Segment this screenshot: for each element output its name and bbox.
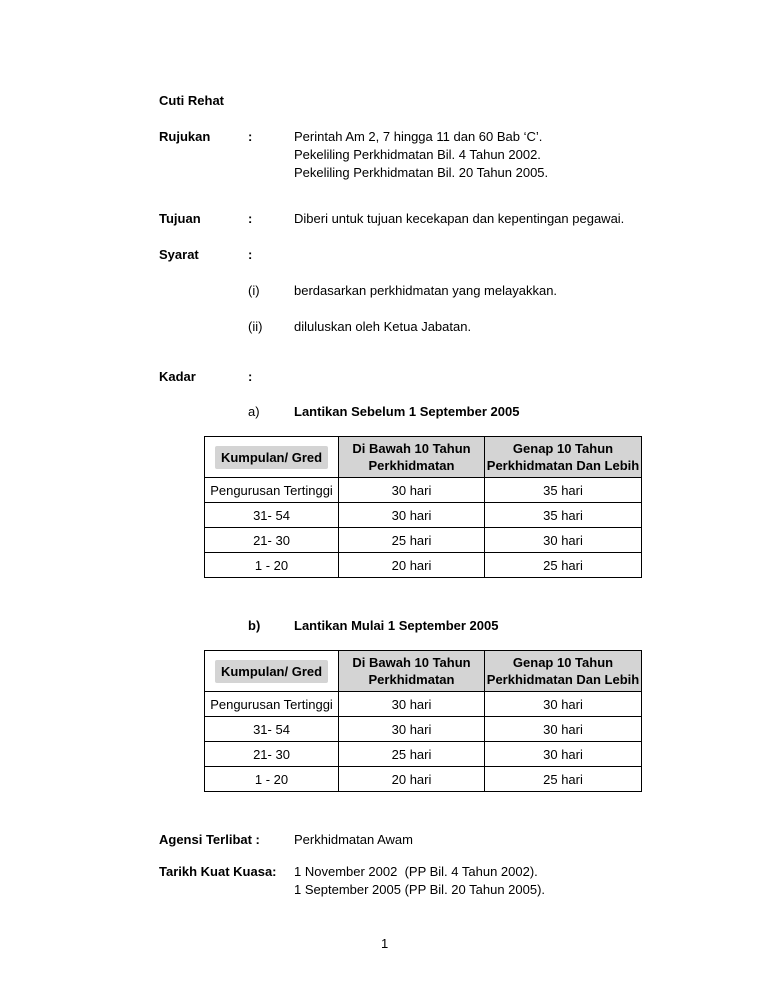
cell-10-plus: 25 hari xyxy=(485,553,642,578)
cell-10-plus: 30 hari xyxy=(485,528,642,553)
kadar-label: Kadar xyxy=(159,369,196,384)
syarat-item-number: (ii) xyxy=(248,319,263,334)
rujukan-line: Pekeliling Perkhidmatan Bil. 20 Tahun 2005. xyxy=(294,165,549,180)
header-line: Perkhidmatan Dan Lebih xyxy=(486,672,640,687)
header-kumpulan-gred-label: Kumpulan/ Gred xyxy=(215,446,328,469)
cell-10-plus: 35 hari xyxy=(485,478,642,503)
cell-gred: 1 - 20 xyxy=(205,767,339,792)
syarat-label: Syarat xyxy=(159,247,199,262)
tujuan-label: Tujuan xyxy=(159,211,201,226)
table-row xyxy=(205,717,642,742)
cell-below-10: 30 hari xyxy=(339,717,485,742)
tarikh-label: Tarikh Kuat Kuasa: xyxy=(159,864,277,879)
header-10-years-plus xyxy=(485,437,642,478)
rujukan-references xyxy=(294,128,548,182)
header-kumpulan-gred xyxy=(205,651,339,692)
cell-below-10: 20 hari xyxy=(339,553,485,578)
table-row xyxy=(205,767,642,792)
section-b-letter: b) xyxy=(248,618,261,633)
syarat-item-number: (i) xyxy=(248,283,260,298)
header-below-10-years xyxy=(339,437,485,478)
leave-table-from-2005 xyxy=(204,650,642,792)
header-below-10-years xyxy=(339,651,485,692)
rujukan-colon: : xyxy=(248,129,253,144)
leave-table-before-2005 xyxy=(204,436,642,578)
cell-gred: 21- 30 xyxy=(205,528,339,553)
kadar-colon: : xyxy=(248,369,253,384)
cell-below-10: 30 hari xyxy=(339,692,485,717)
header-line: Perkhidmatan Dan Lebih xyxy=(486,458,640,473)
cell-10-plus: 25 hari xyxy=(485,767,642,792)
page-number: 1 xyxy=(381,936,389,951)
header-line: Di Bawah 10 Tahun xyxy=(352,655,471,670)
header-line: Genap 10 Tahun xyxy=(512,441,614,456)
tujuan-colon: : xyxy=(248,211,253,226)
rujukan-line: Pekeliling Perkhidmatan Bil. 4 Tahun 2002. xyxy=(294,147,541,162)
cell-below-10: 25 hari xyxy=(339,742,485,767)
tarikh-dates xyxy=(294,863,545,899)
syarat-item-text: diluluskan oleh Ketua Jabatan. xyxy=(294,319,472,334)
table-row xyxy=(205,503,642,528)
cell-gred: Pengurusan Tertinggi xyxy=(205,478,339,503)
cell-10-plus: 30 hari xyxy=(485,742,642,767)
table-row xyxy=(205,692,642,717)
cell-gred: 21- 30 xyxy=(205,742,339,767)
cell-gred: 1 - 20 xyxy=(205,553,339,578)
cell-below-10: 30 hari xyxy=(339,478,485,503)
document-title: Cuti Rehat xyxy=(159,93,224,108)
agensi-label: Agensi Terlibat : xyxy=(159,832,260,847)
header-kumpulan-gred xyxy=(205,437,339,478)
cell-gred: 31- 54 xyxy=(205,503,339,528)
tarikh-line: 1 September 2005 (PP Bil. 20 Tahun 2005). xyxy=(294,882,546,897)
cell-below-10: 30 hari xyxy=(339,503,485,528)
table-row xyxy=(205,742,642,767)
rujukan-label: Rujukan xyxy=(159,129,211,144)
header-line: Perkhidmatan xyxy=(368,458,455,473)
cell-gred: Pengurusan Tertinggi xyxy=(205,692,339,717)
header-kumpulan-gred-label: Kumpulan/ Gred xyxy=(215,660,328,683)
section-b-heading: Lantikan Mulai 1 September 2005 xyxy=(294,618,499,633)
cell-gred: 31- 54 xyxy=(205,717,339,742)
cell-10-plus: 30 hari xyxy=(485,692,642,717)
agensi-text: Perkhidmatan Awam xyxy=(294,832,413,847)
header-line: Genap 10 Tahun xyxy=(512,655,614,670)
cell-10-plus: 35 hari xyxy=(485,503,642,528)
header-line: Perkhidmatan xyxy=(368,672,455,687)
syarat-colon: : xyxy=(248,247,253,262)
syarat-item-text: berdasarkan perkhidmatan yang melayakkan. xyxy=(294,283,558,298)
tarikh-line: 1 November 2002 (PP Bil. 4 Tahun 2002). xyxy=(294,864,538,879)
cell-below-10: 20 hari xyxy=(339,767,485,792)
table-header-row xyxy=(205,437,642,478)
section-a-heading: Lantikan Sebelum 1 September 2005 xyxy=(294,404,520,419)
table-row xyxy=(205,528,642,553)
tujuan-text: Diberi untuk tujuan kecekapan dan kepentingan pegawai. xyxy=(294,211,625,226)
table-row xyxy=(205,553,642,578)
cell-10-plus: 30 hari xyxy=(485,717,642,742)
header-10-years-plus xyxy=(485,651,642,692)
cell-below-10: 25 hari xyxy=(339,528,485,553)
section-a-letter: a) xyxy=(248,404,260,419)
header-line: Di Bawah 10 Tahun xyxy=(352,441,471,456)
table-row xyxy=(205,478,642,503)
rujukan-line: Perintah Am 2, 7 hingga 11 dan 60 Bab ‘C’. xyxy=(294,129,543,144)
table-header-row xyxy=(205,651,642,692)
